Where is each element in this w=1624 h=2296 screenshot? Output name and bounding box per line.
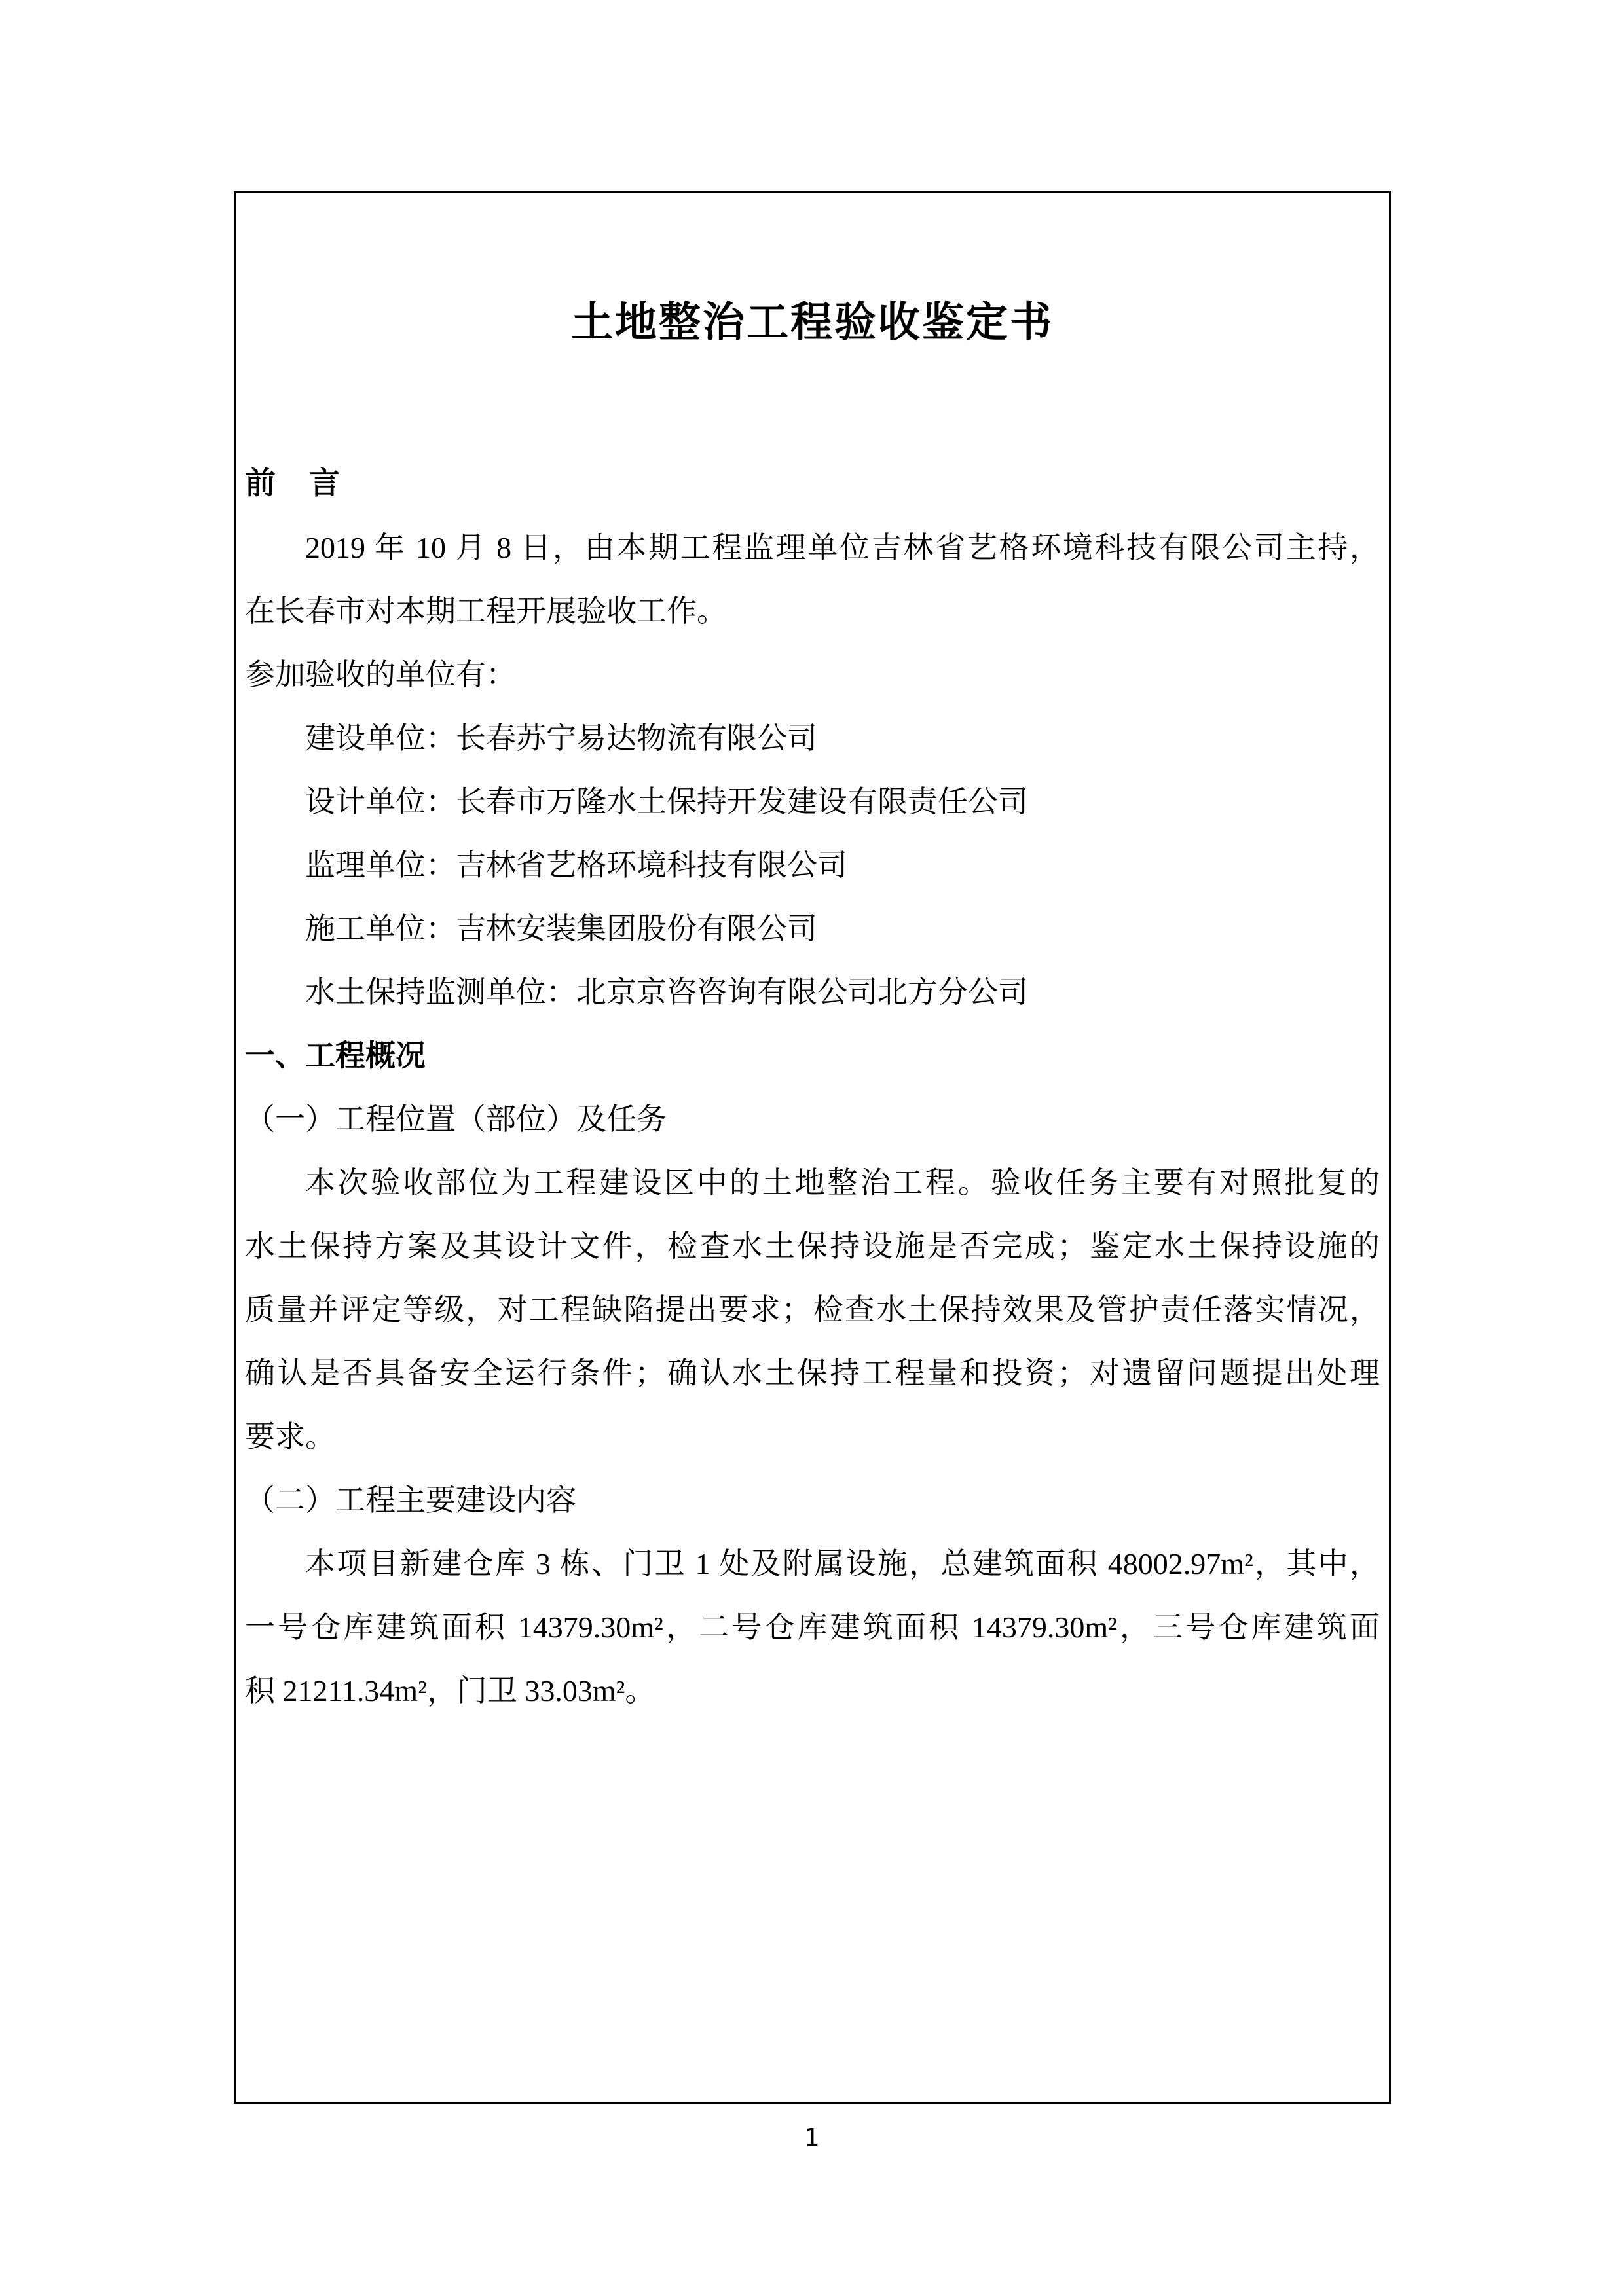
paragraph-line: 水土保持方案及其设计文件，检查水土保持设施是否完成；鉴定水土保持设施的 bbox=[245, 1230, 1380, 1263]
paragraph-line: 监理单位：吉林省艺格环境科技有限公司 bbox=[305, 848, 847, 882]
paragraph-line: 设计单位：长春市万隆水土保持开发建设有限责任公司 bbox=[305, 785, 1028, 818]
preface-heading: 前 言 bbox=[245, 467, 341, 501]
paragraph-line: 积 21211.34m²，门卫 33.03m²。 bbox=[245, 1674, 655, 1707]
paragraph-line: 建设单位：长春苏宁易达物流有限公司 bbox=[305, 721, 817, 755]
page-number: 1 bbox=[804, 2124, 820, 2152]
section-heading: 一、工程概况 bbox=[245, 1039, 426, 1072]
paragraph-line: 一号仓库建筑面积 14379.30m²，二号仓库建筑面积 14379.30m²，三号仓库建筑面 bbox=[245, 1611, 1380, 1644]
paragraph-line: 参加验收的单位有： bbox=[245, 658, 516, 691]
document-frame bbox=[234, 191, 1391, 2104]
paragraph-line: 确认是否具备安全运行条件；确认水土保持工程量和投资；对遗留问题提出处理 bbox=[245, 1357, 1380, 1390]
paragraph-line: 在长春市对本期工程开展验收工作。 bbox=[245, 594, 727, 628]
paragraph-line: 要求。 bbox=[245, 1420, 335, 1453]
paragraph-line: 施工单位：吉林安装集团股份有限公司 bbox=[305, 912, 817, 945]
paragraph-line: 本项目新建仓库 3 栋、门卫 1 处及附属设施，总建筑面积 48002.97m²，其中， bbox=[305, 1547, 1380, 1580]
paragraph-line: 水土保持监测单位：北京京咨咨询有限公司北方分公司 bbox=[305, 975, 1028, 1009]
document-title: 土地整治工程验收鉴定书 bbox=[571, 299, 1054, 346]
paragraph-line: 本次验收部位为工程建设区中的土地整治工程。验收任务主要有对照批复的 bbox=[305, 1166, 1380, 1199]
paragraph-line: 2019 年 10 月 8 日，由本期工程监理单位吉林省艺格环境科技有限公司主持， bbox=[305, 531, 1380, 564]
subsection-heading: （一）工程位置（部位）及任务 bbox=[245, 1102, 667, 1136]
subsection-heading: （二）工程主要建设内容 bbox=[245, 1484, 576, 1517]
paragraph-line: 质量并评定等级，对工程缺陷提出要求；检查水土保持效果及管护责任落实情况， bbox=[245, 1293, 1380, 1326]
